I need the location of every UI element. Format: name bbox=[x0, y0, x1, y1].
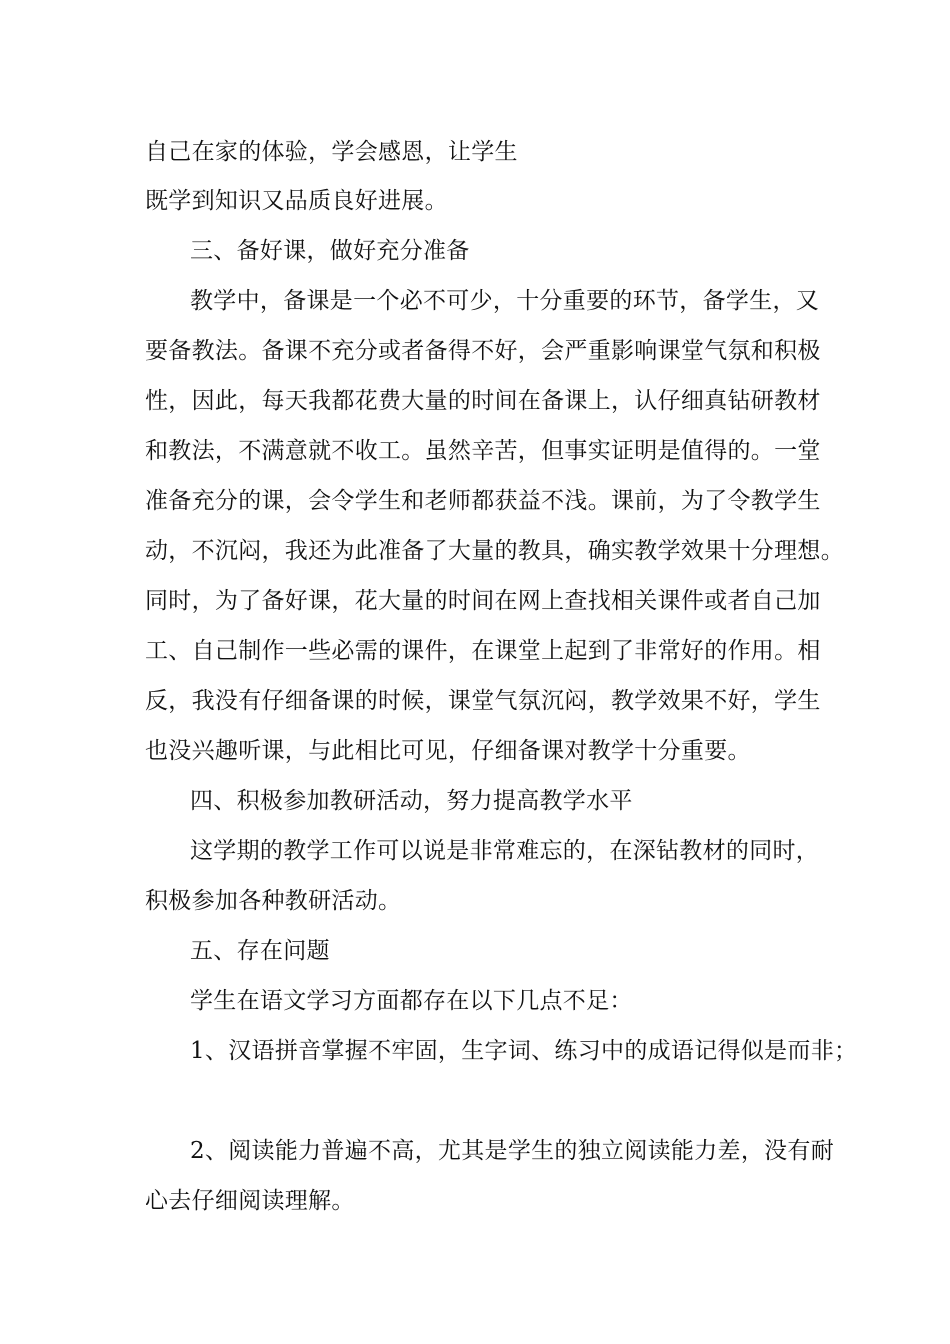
paragraph-line: 心去仔细阅读理解。 bbox=[145, 1188, 355, 1214]
paragraph-line: 要备教法。备课不充分或者备得不好，会严重影响课堂气氛和积极 bbox=[145, 338, 821, 364]
section-heading: 三、备好课，做好充分准备 bbox=[190, 238, 470, 264]
list-item: 2、阅读能力普遍不高，尤其是学生的独立阅读能力差，没有耐 bbox=[190, 1138, 835, 1164]
paragraph-line: 也没兴趣听课，与此相比可见，仔细备课对教学十分重要。 bbox=[145, 738, 751, 764]
section-heading: 五、存在问题 bbox=[190, 938, 330, 964]
paragraph-line: 工、自己制作一些必需的课件，在课堂上起到了非常好的作用。相 bbox=[145, 638, 821, 664]
paragraph-line: 这学期的教学工作可以说是非常难忘的，在深钻教材的同时， bbox=[190, 838, 820, 864]
paragraph-line: 教学中，备课是一个必不可少，十分重要的环节，备学生，又 bbox=[190, 288, 820, 314]
paragraph-line: 积极参加各种教研活动。 bbox=[145, 888, 402, 914]
paragraph-line: 学生在语文学习方面都存在以下几点不足： bbox=[190, 988, 633, 1014]
paragraph-line: 同时，为了备好课，花大量的时间在网上查找相关课件或者自己加 bbox=[145, 588, 821, 614]
paragraph-line: 反，我没有仔细备课的时候，课堂气氛沉闷，教学效果不好，学生 bbox=[145, 688, 821, 714]
paragraph-line: 自己在家的体验，学会感恩，让学生 bbox=[145, 139, 518, 165]
list-item: 1、汉语拼音掌握不牢固，生字词、练习中的成语记得似是而非； bbox=[190, 1038, 858, 1064]
paragraph-line: 和教法，不满意就不收工。虽然辛苦，但事实证明是值得的。一堂 bbox=[145, 438, 821, 464]
paragraph-line: 准备充分的课，会令学生和老师都获益不浅。课前，为了令教学生 bbox=[145, 488, 821, 514]
paragraph-line: 既学到知识又品质良好进展。 bbox=[145, 188, 448, 214]
paragraph-line: 动，不沉闷，我还为此准备了大量的教具，确实教学效果十分理想。 bbox=[145, 538, 844, 564]
paragraph-line: 性，因此，每天我都花费大量的时间在备课上，认仔细真钻研教材 bbox=[145, 388, 821, 414]
section-heading: 四、积极参加教研活动，努力提高教学水平 bbox=[190, 788, 633, 814]
